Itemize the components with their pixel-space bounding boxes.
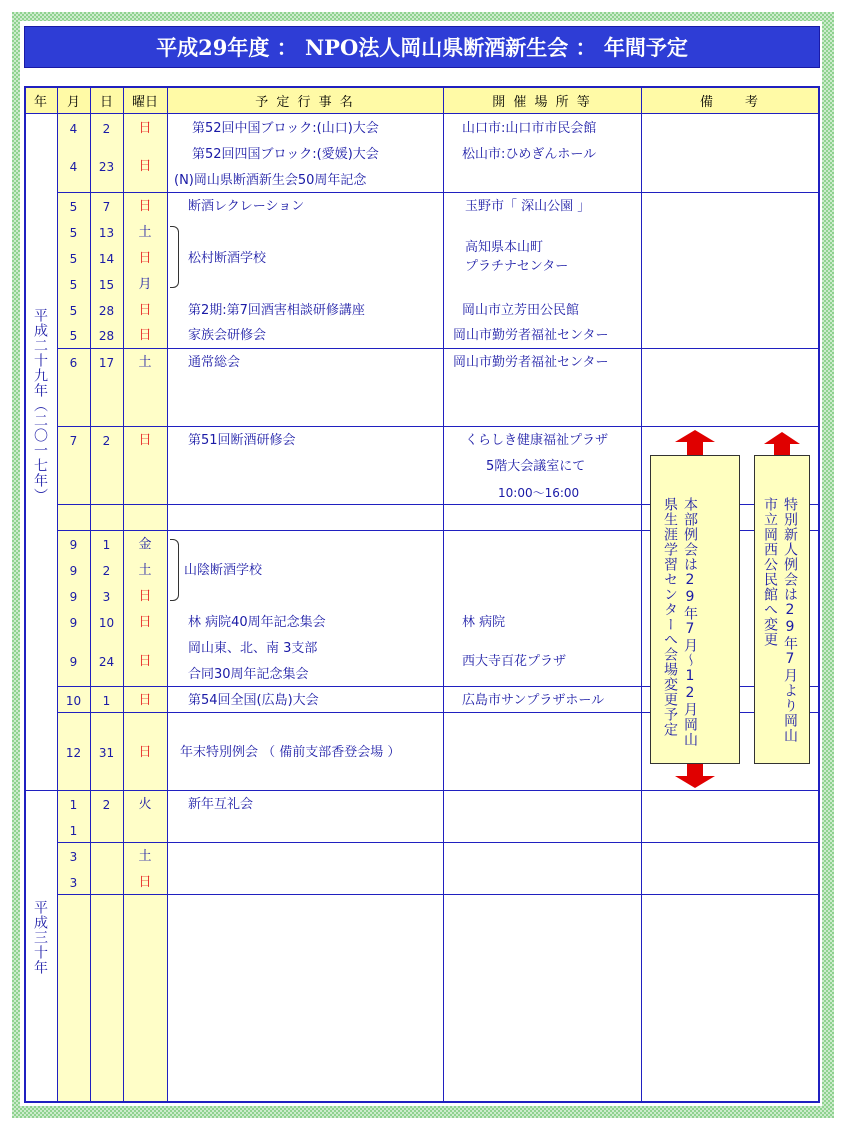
weekday-cell: 月: [138, 277, 152, 292]
header-venue: 開 催 場 所 等: [443, 87, 641, 113]
month-cell: 9: [69, 564, 78, 578]
era-heisei-30: 平成三十年: [32, 900, 48, 975]
event-cell: 第54回全国(広島)大会: [188, 693, 319, 708]
day-cell: 3: [102, 590, 111, 604]
page-title: 平成29年度 ： NPO法人岡山県断酒新生会 ： 年間予定: [24, 26, 820, 68]
day-cell: 2: [102, 564, 111, 578]
weekday-cell: 金: [138, 537, 152, 552]
day-cell: 1: [102, 538, 111, 552]
weekday-cell: 火: [138, 797, 152, 812]
venue-cell: 松山市:ひめぎんホール: [462, 147, 597, 162]
day-cell: 14: [98, 252, 115, 266]
event-cell: 家族会研修会: [188, 328, 267, 343]
venue-cell: 5階大会議室にて: [486, 459, 586, 474]
bracket: [170, 539, 179, 601]
venue-cell: 広島市サンプラザホール: [462, 693, 605, 708]
month-cell: 5: [69, 329, 78, 343]
header-event: 予 定 行 事 名: [167, 87, 443, 113]
month-cell: 4: [69, 160, 78, 174]
header-weekday: 曜日: [123, 87, 167, 113]
event-cell: 第51回断酒研修会: [188, 433, 296, 448]
venue-cell: 林 病院: [462, 615, 506, 630]
header-day: 日: [90, 87, 123, 113]
event-cell: 第52回四国ブロック:(愛媛)大会: [192, 147, 379, 162]
weekday-cell: 日: [138, 328, 152, 343]
day-cell: 1: [102, 694, 111, 708]
weekday-cell: 日: [138, 745, 152, 760]
header-year: 年: [24, 87, 57, 113]
day-cell: 7: [102, 200, 111, 214]
header-month: 月: [57, 87, 90, 113]
bracket: [170, 226, 179, 288]
weekday-cell: 日: [138, 589, 152, 604]
header-remarks: 備 考: [641, 87, 819, 113]
month-cell: 5: [69, 252, 78, 266]
event-cell: 合同30周年記念集会: [188, 667, 309, 682]
month-cell: 10: [65, 694, 82, 708]
day-cell: 2: [102, 434, 111, 448]
month-cell: 4: [69, 122, 78, 136]
venue-cell: 10:00～16:00: [498, 486, 580, 500]
month-cell: 9: [69, 538, 78, 552]
event-cell: 年末特別例会 （ 備前支部香登会場 ）: [180, 745, 401, 760]
event-cell: 林 病院40周年記念集会: [188, 615, 326, 630]
month-cell: 3: [69, 876, 78, 890]
venue-cell: プラチナセンター: [465, 259, 569, 274]
weekday-cell: 日: [138, 875, 152, 890]
venue-cell: 玉野市「 深山公園 」: [465, 199, 591, 214]
day-cell: 31: [98, 746, 115, 760]
month-cell: 6: [69, 356, 78, 370]
venue-cell: 岡山市勤労者福祉センター: [453, 328, 609, 343]
day-cell: 10: [98, 616, 115, 630]
weekday-cell: 日: [138, 654, 152, 669]
venue-cell: 高知県本山町: [465, 240, 544, 255]
month-cell: 3: [69, 850, 78, 864]
month-cell: 5: [69, 278, 78, 292]
weekday-cell: 日: [138, 693, 152, 708]
venue-cell: 岡山市勤労者福祉センター: [453, 355, 609, 370]
month-cell: 5: [69, 304, 78, 318]
month-cell: 9: [69, 616, 78, 630]
event-cell: 第52回中国ブロック:(山口)大会: [192, 121, 379, 136]
note-text-1: 本部例会は29年7月～12月岡山県生涯学習センターへ会場変更予定: [662, 497, 698, 747]
month-cell: 1: [69, 798, 78, 812]
weekday-cell: 日: [138, 615, 152, 630]
weekday-cell: 日: [138, 433, 152, 448]
month-cell: 7: [69, 434, 78, 448]
month-cell: 12: [65, 746, 82, 760]
venue-cell: 西大寺百花プラザ: [462, 654, 567, 669]
month-cell: 5: [69, 200, 78, 214]
weekday-cell: 日: [138, 199, 152, 214]
event-cell: 岡山東、北、南 3支部: [188, 641, 318, 656]
day-cell: 28: [98, 329, 115, 343]
event-cell: 第2期:第7回酒害相談研修講座: [188, 303, 365, 318]
event-cell: (N)岡山県断酒新生会50周年記念: [174, 173, 367, 188]
weekday-cell: 日: [138, 121, 152, 136]
weekday-cell: 日: [138, 159, 152, 174]
weekday-cell: 土: [138, 563, 152, 578]
event-cell: 通常総会: [188, 355, 241, 370]
day-cell: 2: [102, 798, 111, 812]
day-cell: 2: [102, 122, 111, 136]
month-cell: 9: [69, 590, 78, 604]
weekday-cell: 土: [138, 355, 152, 370]
venue-cell: 山口市:山口市市民会館: [462, 121, 597, 136]
event-cell: 山陰断酒学校: [184, 563, 263, 578]
event-cell: 断酒レクレーション: [188, 199, 305, 214]
weekday-cell: 土: [138, 225, 152, 240]
weekday-cell: 日: [138, 251, 152, 266]
era-heisei-29: 平成二十九年（二〇一七年）: [32, 308, 48, 503]
weekday-cell: 土: [138, 849, 152, 864]
day-cell: 15: [98, 278, 115, 292]
venue-cell: 岡山市立芳田公民館: [462, 303, 580, 318]
day-cell: 28: [98, 304, 115, 318]
weekday-cell: 日: [138, 303, 152, 318]
note-text-2: 特別新人例会は29年7月より岡山市立岡西公民館へ変更: [762, 497, 798, 743]
day-cell: 23: [98, 160, 115, 174]
month-cell: 9: [69, 655, 78, 669]
day-cell: 24: [98, 655, 115, 669]
venue-cell: くらしき健康福祉プラザ: [465, 433, 609, 448]
day-cell: 13: [98, 226, 115, 240]
event-cell: 松村断酒学校: [188, 251, 267, 266]
day-cell: 17: [98, 356, 115, 370]
event-cell: 新年互礼会: [188, 797, 254, 812]
month-cell: 5: [69, 226, 78, 240]
month-cell: 1: [69, 824, 78, 838]
